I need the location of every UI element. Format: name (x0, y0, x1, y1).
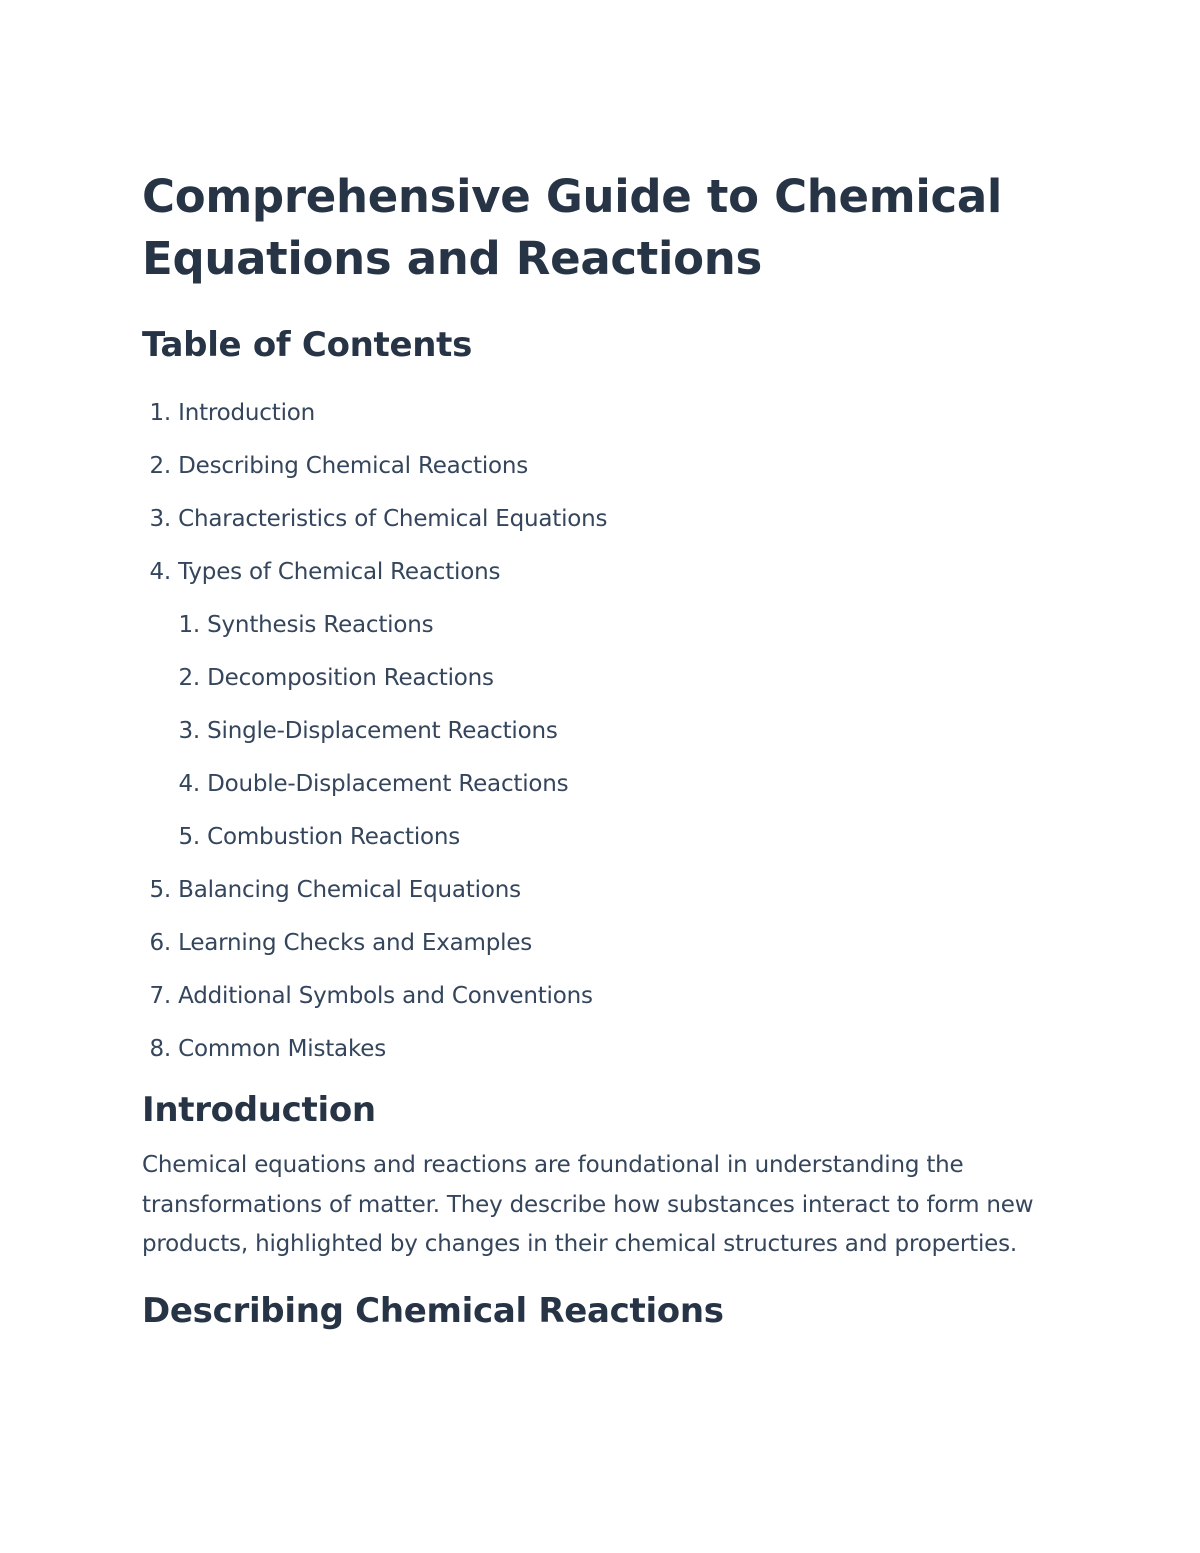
describing-heading: Describing Chemical Reactions (142, 1290, 724, 1331)
introduction-heading: Introduction (142, 1090, 376, 1130)
toc-item-characteristics[interactable]: 3. Characteristics of Chemical Equations (149, 506, 608, 532)
table-of-contents (142, 387, 1072, 1076)
toc-heading: Table of Contents (142, 325, 473, 365)
toc-item-common-mistakes[interactable]: 8. Common Mistakes (149, 1036, 386, 1062)
introduction-paragraph: Chemical equations and reactions are foundational in understanding the transformations of matter. They describe how substances interact to form new products, highlighted by changes in their chemical structures and properties. (142, 1152, 1034, 1257)
toc-subitem-combustion[interactable]: 5. Combustion Reactions (178, 824, 461, 850)
document-page (142, 166, 1072, 1335)
toc-item-introduction[interactable]: 1. Introduction (149, 400, 316, 426)
document-title: Comprehensive Guide to Chemical Equations and Reactions (142, 170, 1003, 285)
toc-item-learning-checks[interactable]: 6. Learning Checks and Examples (149, 930, 533, 956)
toc-item-describing[interactable]: 2. Describing Chemical Reactions (149, 453, 529, 479)
toc-subitem-decomposition[interactable]: 2. Decomposition Reactions (178, 665, 494, 691)
toc-item-types[interactable]: 4. Types of Chemical Reactions (149, 559, 501, 585)
toc-subitem-double-displacement[interactable]: 4. Double-Displacement Reactions (178, 771, 569, 797)
toc-subitem-synthesis[interactable]: 1. Synthesis Reactions (178, 612, 434, 638)
toc-item-balancing[interactable]: 5. Balancing Chemical Equations (149, 877, 521, 903)
toc-item-additional-symbols[interactable]: 7. Additional Symbols and Conventions (149, 983, 593, 1009)
toc-subitem-single-displacement[interactable]: 3. Single-Displacement Reactions (178, 718, 558, 744)
